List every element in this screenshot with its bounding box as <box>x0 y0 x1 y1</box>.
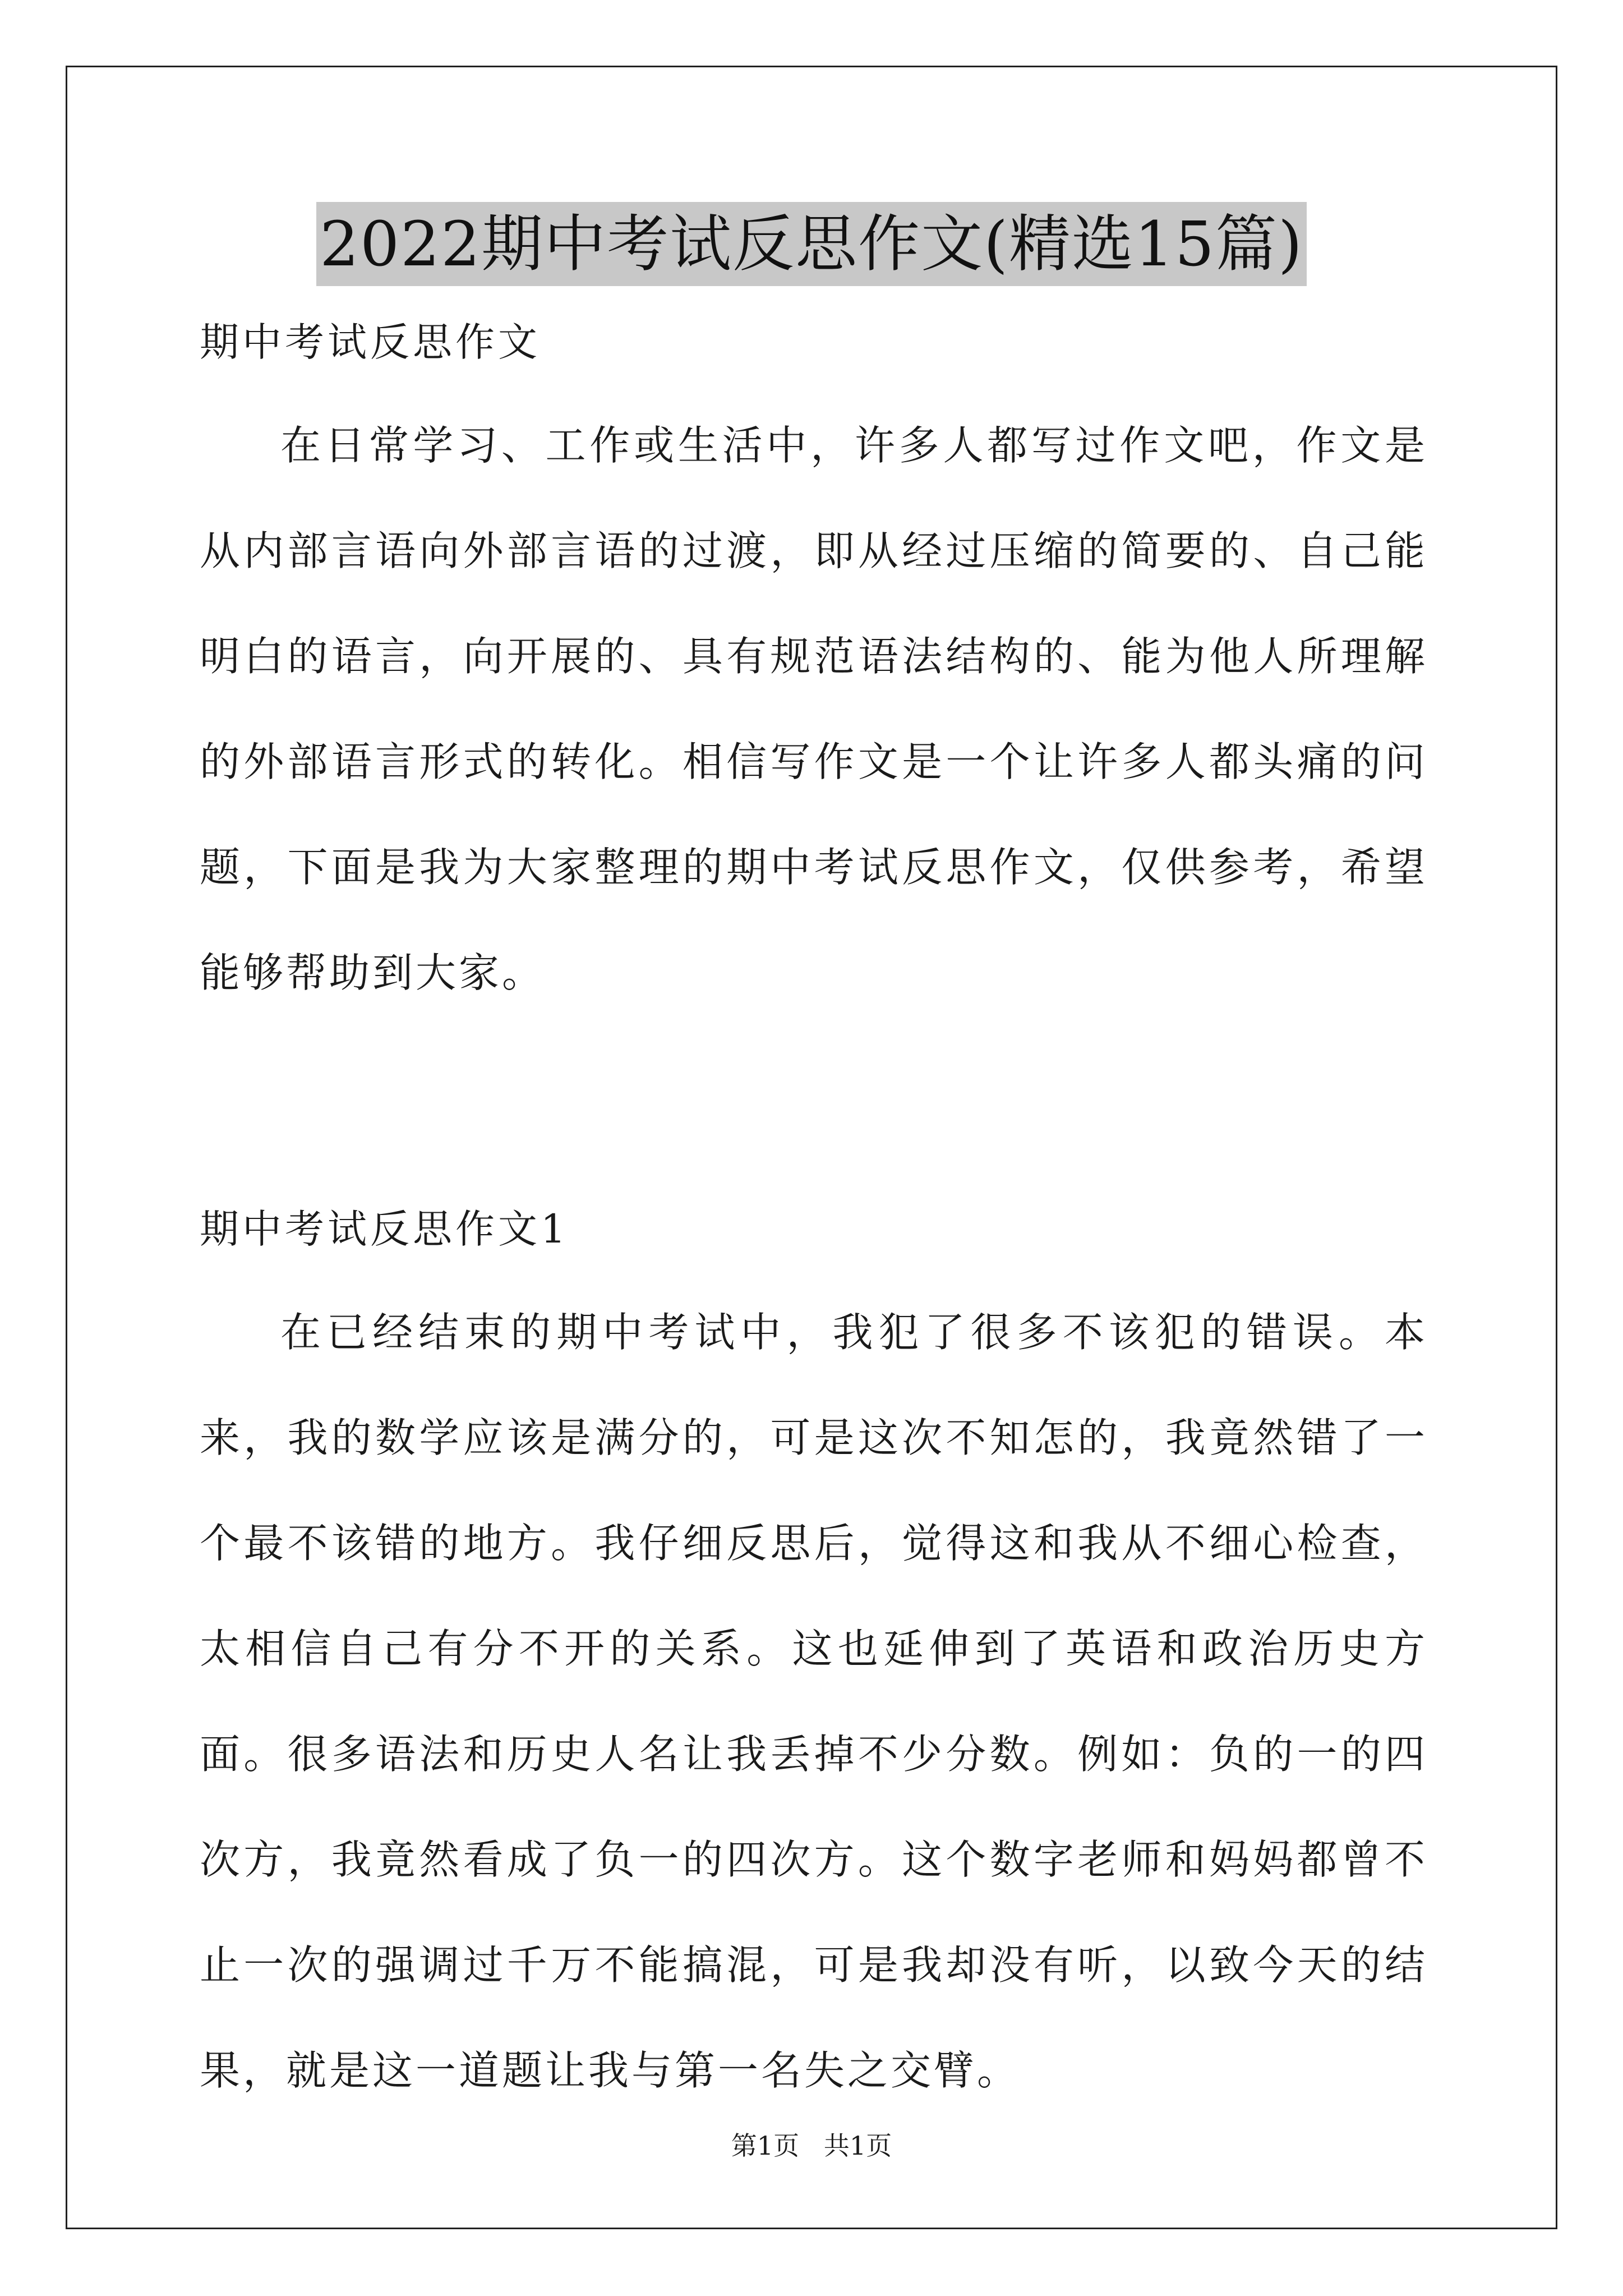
document-title: 2022期中考试反思作文(精选15篇) <box>316 202 1307 286</box>
document-body <box>200 306 1428 2123</box>
page-footer: 第1页 共1页 <box>731 2131 892 2161</box>
section-paragraph-intro: 在日常学习、工作或生活中，许多人都写过作文吧，作文是从内部言语向外部言语的过渡，即从经过压缩的简要的、自己能明白的语言，向开展的、具有规范语法结构的、能为他人所理解的外部语言形式的转化。相信写作文是一个让许多人都头痛的问题，下面是我为大家整理的期中考试反思作文，仅供参考，希望能够帮助到大家。 <box>200 422 1428 996</box>
section-heading-intro: 期中考试反思作文 <box>200 319 541 365</box>
title-container <box>0 202 1623 286</box>
section-heading-1: 期中考试反思作文1 <box>200 1206 569 1252</box>
section-paragraph-1: 在已经结束的期中考试中，我犯了很多不该犯的错误。本来，我的数学应该是满分的，可是这次不知怎的，我竟然错了一个最不该错的地方。我仔细反思后，觉得这和我从不细心检查，太相信自己有分不开的关系。这也延伸到了英语和政治历史方面。很多语法和历史人名让我丢掉不少分数。例如：负的一的四次方，我竟然看成了负一的四次方。这个数字老师和妈妈都曾不止一次的强调过千万不能搞混，可是我却没有听，以致今天的结果，就是这一道题让我与第一名失之交臂。 <box>200 1309 1428 2094</box>
